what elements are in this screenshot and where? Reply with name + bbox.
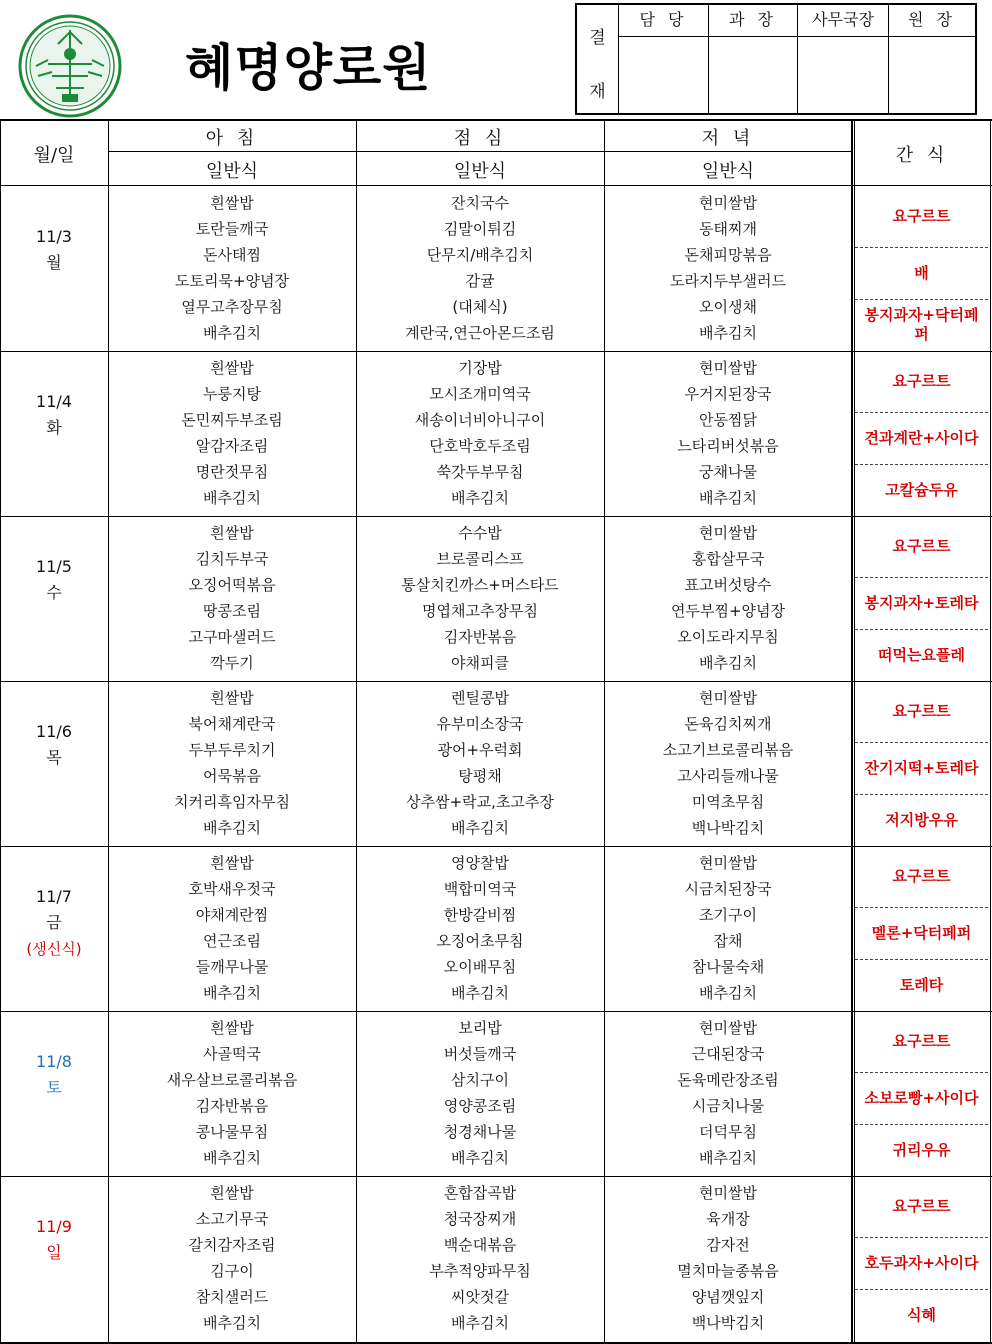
menu-item: 김구이 [210,1262,254,1280]
day-weekday: 월 [46,253,62,272]
menu-item: 씨앗젓갈 [451,1288,509,1306]
dinner-menu [604,190,852,346]
menu-item: 혼합잡곡밥 [443,1184,517,1202]
menu-item: 흰쌀밥 [210,1184,254,1202]
dinner-menu [604,355,852,511]
menu-item: 모시조개미역국 [429,385,531,403]
menu-item: 배추김치 [203,984,261,1002]
snack-item: 요구르트 [892,537,951,555]
menu-item: 흰쌀밥 [210,689,254,707]
menu-item: 알감자조림 [195,437,269,455]
day-date: 11/4 [36,392,72,411]
menu-item: 배추김치 [451,489,509,507]
snack-item: 요구르트 [892,702,951,720]
menu-item: 영양찰밥 [451,854,509,872]
snack-item: 요구르트 [892,1032,951,1050]
menu-item: 배추김치 [699,1149,757,1167]
menu-item: 버섯들깨국 [443,1045,517,1063]
day-date: 11/9 [36,1217,72,1236]
menu-item: 소고기무국 [195,1210,269,1228]
menu-item: 표고버섯탕수 [684,576,772,594]
header-lunch: 점 심 [453,128,507,149]
menu-item: 사골떡국 [203,1045,261,1063]
menu-item: 토란들깨국 [195,220,269,238]
menu-item: 야채계란찜 [195,906,269,924]
snack-item: 요구르트 [892,372,951,390]
menu-item: 느타리버섯볶음 [677,437,779,455]
menu-item: 청경채나물 [443,1123,517,1141]
day-weekday: 토 [46,1078,62,1097]
menu-item: 조기구이 [699,906,757,924]
menu-item: 시금치된장국 [684,880,772,898]
menu-item: 배추김치 [699,654,757,672]
menu-item: 현미쌀밥 [699,524,757,542]
menu-item: 돈육메란장조림 [677,1071,779,1089]
menu-item: 궁채나물 [699,463,757,481]
approval-box [575,3,977,115]
day-date-cell [0,389,108,441]
header-date: 월/일 [33,145,75,166]
day-separator [0,1011,992,1012]
menu-item: 양념깻잎지 [691,1288,765,1306]
menu-item: 홍합살무국 [691,550,765,568]
day-date: 11/3 [36,227,72,246]
snack-item: 식혜 [907,1305,936,1324]
menu-item: 오징어떡볶음 [188,576,276,594]
menu-item: 열무고추장무침 [181,298,283,316]
header-dinner: 저 녁 [701,128,755,149]
day-date-cell [0,554,108,606]
menu-item: 연두부찜+양념장 [671,602,785,620]
day-date: 11/8 [36,1052,72,1071]
menu-item: 명란젓무침 [195,463,269,481]
day-weekday: 일 [46,1243,62,1262]
day-weekday: 화 [46,418,62,437]
menu-item: 김말이튀김 [443,220,517,238]
snack-item: 잔기지떡+토레타 [864,758,979,777]
day-date: 11/5 [36,557,72,576]
menu-item: 야채피클 [451,654,509,672]
dinner-menu [604,1180,852,1336]
menu-item: 흰쌀밥 [210,524,254,542]
day-separator [0,1176,992,1177]
dinner-menu [604,1015,852,1171]
breakfast-menu [108,520,356,676]
approval-col-manager: 과 장 [709,5,798,113]
menu-item: 렌틸콩밥 [451,689,509,707]
menu-item: 수수밥 [458,524,502,542]
menu-item: 단호박호두조림 [429,437,531,455]
day-weekday: 수 [46,583,62,602]
dinner-menu [604,520,852,676]
menu-item: 흰쌀밥 [210,854,254,872]
menu-item: 현미쌀밥 [699,359,757,377]
menu-item: 흰쌀밥 [210,194,254,212]
day-separator [0,846,992,847]
snack-item: 소보로빵+사이다 [864,1088,979,1107]
lunch-menu [356,190,604,346]
menu-item: 육개장 [706,1210,750,1228]
menu-item: 돈채피망볶음 [684,246,772,264]
snack-item: 떠먹는요플레 [878,645,965,664]
dinner-menu [604,850,852,1006]
menu-item: 흰쌀밥 [210,1019,254,1037]
dinner-menu [604,685,852,841]
menu-item: 잡채 [713,932,743,950]
menu-item: 깍두기 [210,654,254,672]
day-separator [0,351,992,352]
menu-item: 땅콩조림 [203,602,261,620]
menu-item: 보리밥 [458,1019,502,1037]
day-date: 11/6 [36,722,72,741]
menu-item: 청국장찌개 [443,1210,517,1228]
lunch-menu [356,850,604,1006]
menu-item: 근대된장국 [691,1045,765,1063]
menu-item: 고사리들깨나물 [677,767,779,785]
menu-item: 시금치나물 [691,1097,765,1115]
menu-item: 도라지두부샐러드 [670,272,786,290]
day-date-cell [0,884,108,962]
breakfast-menu [108,1180,356,1336]
day-note: (생신식) [26,940,82,958]
menu-item: 배추김치 [203,489,261,507]
breakfast-menu [108,355,356,511]
menu-item: 백나박김치 [691,819,765,837]
table-right-border [990,119,991,1344]
menu-item: 배추김치 [203,1314,261,1332]
snack-item: 봉지과자+토레타 [864,593,979,612]
menu-item: 치커리흑임자무침 [174,793,290,811]
approval-col-staff: 담 당 [619,5,709,113]
header-diet-breakfast: 일반식 [205,161,259,182]
approval-col-director: 원 장 [889,5,975,113]
menu-item: 배추김치 [451,1314,509,1332]
menu-item: 안동찜닭 [699,411,757,429]
menu-item: 김자반볶음 [195,1097,269,1115]
snack-item: 저지방우유 [885,810,958,829]
menu-item: 오징어초무침 [436,932,524,950]
snack-item: 토레타 [899,975,944,994]
menu-item: 감자전 [706,1236,750,1254]
snack-item: 봉지과자+닥터페퍼 [864,306,979,343]
menu-item: 백나박김치 [691,1314,765,1332]
snack-item: 호두과자+사이다 [864,1253,979,1272]
org-logo [18,14,122,118]
menu-item: 연근조림 [203,932,261,950]
snack-item: 고칼슘두유 [885,480,958,499]
menu-item: 누룽지탕 [203,385,261,403]
day-weekday: 목 [46,748,62,767]
menu-item: 새우살브로콜리볶음 [166,1071,298,1089]
menu-item: 현미쌀밥 [699,1184,757,1202]
menu-item: 오이배무침 [443,958,517,976]
day-date-cell [0,719,108,771]
menu-item: 김자반볶음 [443,628,517,646]
menu-item: 배추김치 [451,984,509,1002]
day-date-cell [0,224,108,276]
menu-item: 미역초무침 [691,793,765,811]
menu-item: 돈사태찜 [203,246,261,264]
menu-item: 배추김치 [699,324,757,342]
menu-item: 감귤 [465,272,495,290]
menu-item: 돈민찌두부조림 [181,411,283,429]
breakfast-menu [108,685,356,841]
header-subdivider [108,151,851,152]
header-diet-lunch: 일반식 [453,161,507,182]
menu-item: 배추김치 [699,984,757,1002]
menu-item: 배추김치 [451,1149,509,1167]
lunch-menu [356,1015,604,1171]
menu-item: 통살치킨까스+머스타드 [401,576,559,594]
menu-item: 영양콩조림 [443,1097,517,1115]
header-breakfast: 아 침 [205,128,259,149]
menu-item: 흰쌀밥 [210,359,254,377]
org-title: 혜명양로원 [185,39,432,97]
menu-item: 새송이너비아니구이 [414,411,546,429]
menu-item: 배추김치 [203,819,261,837]
snack-item: 요구르트 [892,867,951,885]
snack-item: 요구르트 [892,207,951,225]
snack-item: 멜론+닥터페퍼 [871,923,972,942]
menu-item: 참나물숙채 [691,958,765,976]
menu-item: 상추쌈+락교,초고추장 [406,793,554,811]
menu-item: 돈육김치찌개 [684,715,772,733]
header-diet-dinner: 일반식 [701,161,755,182]
day-date: 11/7 [36,887,72,906]
day-separator [0,681,992,682]
menu-item: 오이생채 [699,298,757,316]
menu-item: 탕평채 [458,767,502,785]
menu-item: 현미쌀밥 [699,689,757,707]
menu-item: 호박새우젓국 [188,880,276,898]
menu-item: 들깨무나물 [195,958,269,976]
menu-item: 백합미역국 [443,880,517,898]
menu-item: 계란국,연근아몬드조림 [405,324,555,342]
breakfast-menu [108,1015,356,1171]
day-separator [0,516,992,517]
lunch-menu [356,1180,604,1336]
menu-item: 배추김치 [451,819,509,837]
menu-item: 고구마샐러드 [188,628,276,646]
menu-item: 두부두루치기 [188,741,276,759]
menu-item: 부추적양파무침 [429,1262,531,1280]
menu-item: 북어채계란국 [188,715,276,733]
menu-item: 한방갈비찜 [443,906,517,924]
snack-item: 견과계란+사이다 [864,428,979,447]
menu-item: 현미쌀밥 [699,194,757,212]
menu-item: 광어+우럭회 [437,741,523,759]
menu-item: 배추김치 [699,489,757,507]
menu-item: 명엽채고추장무침 [422,602,538,620]
lunch-menu [356,520,604,676]
menu-item: 소고기브로콜리볶음 [662,741,794,759]
menu-item: 도토리묵+양념장 [175,272,289,290]
menu-item: 어묵볶음 [203,767,261,785]
approval-side-label: 결 재 [577,5,619,113]
menu-item: 현미쌀밥 [699,1019,757,1037]
approval-col-secretary: 사무국장 [798,5,889,113]
menu-item: 배추김치 [203,1149,261,1167]
menu-item: 유부미소장국 [436,715,524,733]
menu-item: 김치두부국 [195,550,269,568]
menu-item: 삼치구이 [451,1071,509,1089]
snack-item: 배 [914,263,929,282]
menu-item: (대체식) [452,298,508,316]
menu-item: 브로콜리스프 [436,550,524,568]
table-top-border [0,119,992,121]
lunch-menu [356,355,604,511]
breakfast-menu [108,190,356,346]
header-bottom-border [0,185,992,186]
menu-item: 잔치국수 [451,194,509,212]
snack-item: 귀리우유 [892,1140,951,1159]
day-date-cell [0,1214,108,1266]
menu-item: 백순대볶음 [443,1236,517,1254]
snack-item: 요구르트 [892,1197,951,1215]
menu-item: 우거지된장국 [684,385,772,403]
menu-item: 배추김치 [203,324,261,342]
breakfast-menu [108,850,356,1006]
menu-item: 단무지/배추김치 [426,246,534,264]
menu-table [0,119,992,1344]
lunch-menu [356,685,604,841]
day-date-cell [0,1049,108,1101]
menu-item: 기장밥 [458,359,502,377]
menu-item: 쑥갓두부무침 [436,463,524,481]
menu-item: 콩나물무침 [195,1123,269,1141]
menu-item: 더덕무침 [699,1123,757,1141]
menu-item: 참치샐러드 [195,1288,269,1306]
header-snack: 간 식 [895,145,949,166]
menu-item: 멸치마늘종볶음 [677,1262,779,1280]
menu-item: 오이도라지무침 [677,628,779,646]
menu-item: 현미쌀밥 [699,854,757,872]
menu-item: 갈치감자조림 [188,1236,276,1254]
menu-item: 동태찌개 [699,220,757,238]
day-weekday: 금 [46,913,62,932]
